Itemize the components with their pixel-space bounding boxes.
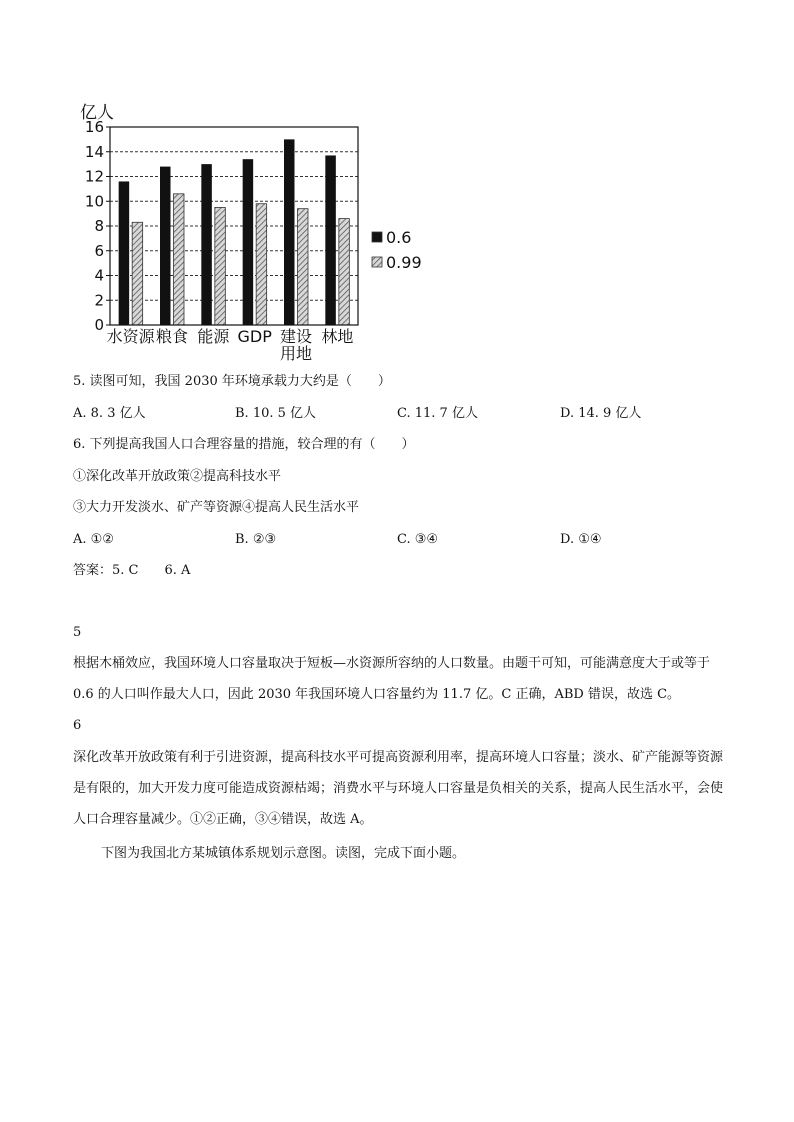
q6-option-a: A. ①②: [73, 532, 114, 547]
q5-option-c: C. 11. 7 亿人: [397, 406, 478, 421]
answer-6: 6. A: [164, 563, 191, 578]
bar-series-0.6: [325, 155, 336, 325]
y-tick-label: 10: [84, 192, 104, 211]
x-tick-label: 能源: [197, 327, 230, 346]
q6-statement-line-1: ①深化改革开放政策②提高科技水平: [73, 469, 282, 484]
legend-label: 0.6: [386, 228, 412, 247]
y-tick-label: 8: [94, 217, 104, 235]
question-6-stem: 6. 下列提高我国人口合理容量的措施，较合理的有（ ）: [73, 437, 415, 452]
y-tick-label: 14: [84, 142, 104, 161]
y-tick-label: 4: [94, 266, 104, 285]
next-question-intro: 下图为我国北方某城镇体系规划示意图。读图，完成下面小题。: [101, 846, 466, 861]
bar-series-0.99: [132, 222, 143, 325]
answer-line: [73, 561, 190, 581]
bar-series-0.6: [201, 164, 212, 325]
bar-chart: [70, 98, 430, 368]
legend-swatch: [372, 232, 382, 242]
x-tick-label: 林地: [321, 327, 354, 346]
bar-series-0.99: [339, 219, 350, 325]
answer-5: 答案：5. C: [73, 563, 139, 578]
y-tick-label: 0: [94, 316, 104, 334]
x-tick-label: 粮食: [155, 327, 189, 346]
y-tick-label: 6: [94, 241, 104, 260]
x-tick-label: GDP: [237, 327, 272, 346]
y-axis-label: 亿人: [80, 103, 114, 123]
q6-option-d: D. ①④: [560, 532, 602, 547]
bar-series-0.6: [160, 167, 171, 325]
x-tick-label: 水资源: [106, 327, 155, 346]
x-tick-label: 用地: [279, 344, 313, 363]
explanation-5-number: 5: [73, 625, 82, 640]
bar-series-0.6: [119, 181, 130, 325]
explanation-6-text: 深化改革开放政策有利于引进资源，提高科技水平可提高资源利用率，提高环境人口容量；淡水、矿产能源等资源是有限的，加大开发力度可能造成资源枯竭；消费水平与环境人口容量是负相关的关系，提高人民生活水平，会使人口合理容量减少。①②正确，③④错误，故选 A。: [73, 750, 724, 827]
legend-label: 0.99: [386, 253, 422, 272]
bar-series-0.99: [256, 204, 267, 325]
explanation-5-text: 根据木桶效应，我国环境人口容量取决于短板—水资源所容纳的人口数量。由题干可知，可能满意度大于或等于 0.6 的人口叫作最大人口，因此 2030 年我国环境人口容量约为 11.7 亿。C 正确，ABD 错误，故选 C。: [73, 656, 711, 702]
y-tick-label: 2: [94, 291, 104, 310]
bar-series-0.99: [298, 209, 309, 325]
legend-swatch: [372, 257, 382, 267]
y-tick-label: 16: [84, 118, 104, 136]
explanation-6-number: 6: [73, 718, 82, 733]
q5-option-d: D. 14. 9 亿人: [560, 406, 642, 421]
y-tick-label: 12: [84, 167, 104, 186]
bar-series-0.6: [284, 139, 295, 325]
question-5-stem: 5. 读图可知，我国 2030 年环境承载力大约是（ ）: [73, 374, 391, 389]
bar-series-0.99: [215, 207, 226, 325]
q6-statement-line-2: ③大力开发淡水、矿产等资源④提高人民生活水平: [73, 500, 360, 515]
q6-option-c: C. ③④: [397, 532, 439, 547]
q6-option-b: B. ②③: [235, 532, 277, 547]
q5-option-a: A. 8. 3 亿人: [73, 406, 146, 421]
x-tick-label: 建设: [279, 327, 313, 346]
bar-series-0.6: [243, 159, 254, 325]
q5-option-b: B. 10. 5 亿人: [235, 406, 317, 421]
bar-series-0.99: [174, 194, 185, 325]
